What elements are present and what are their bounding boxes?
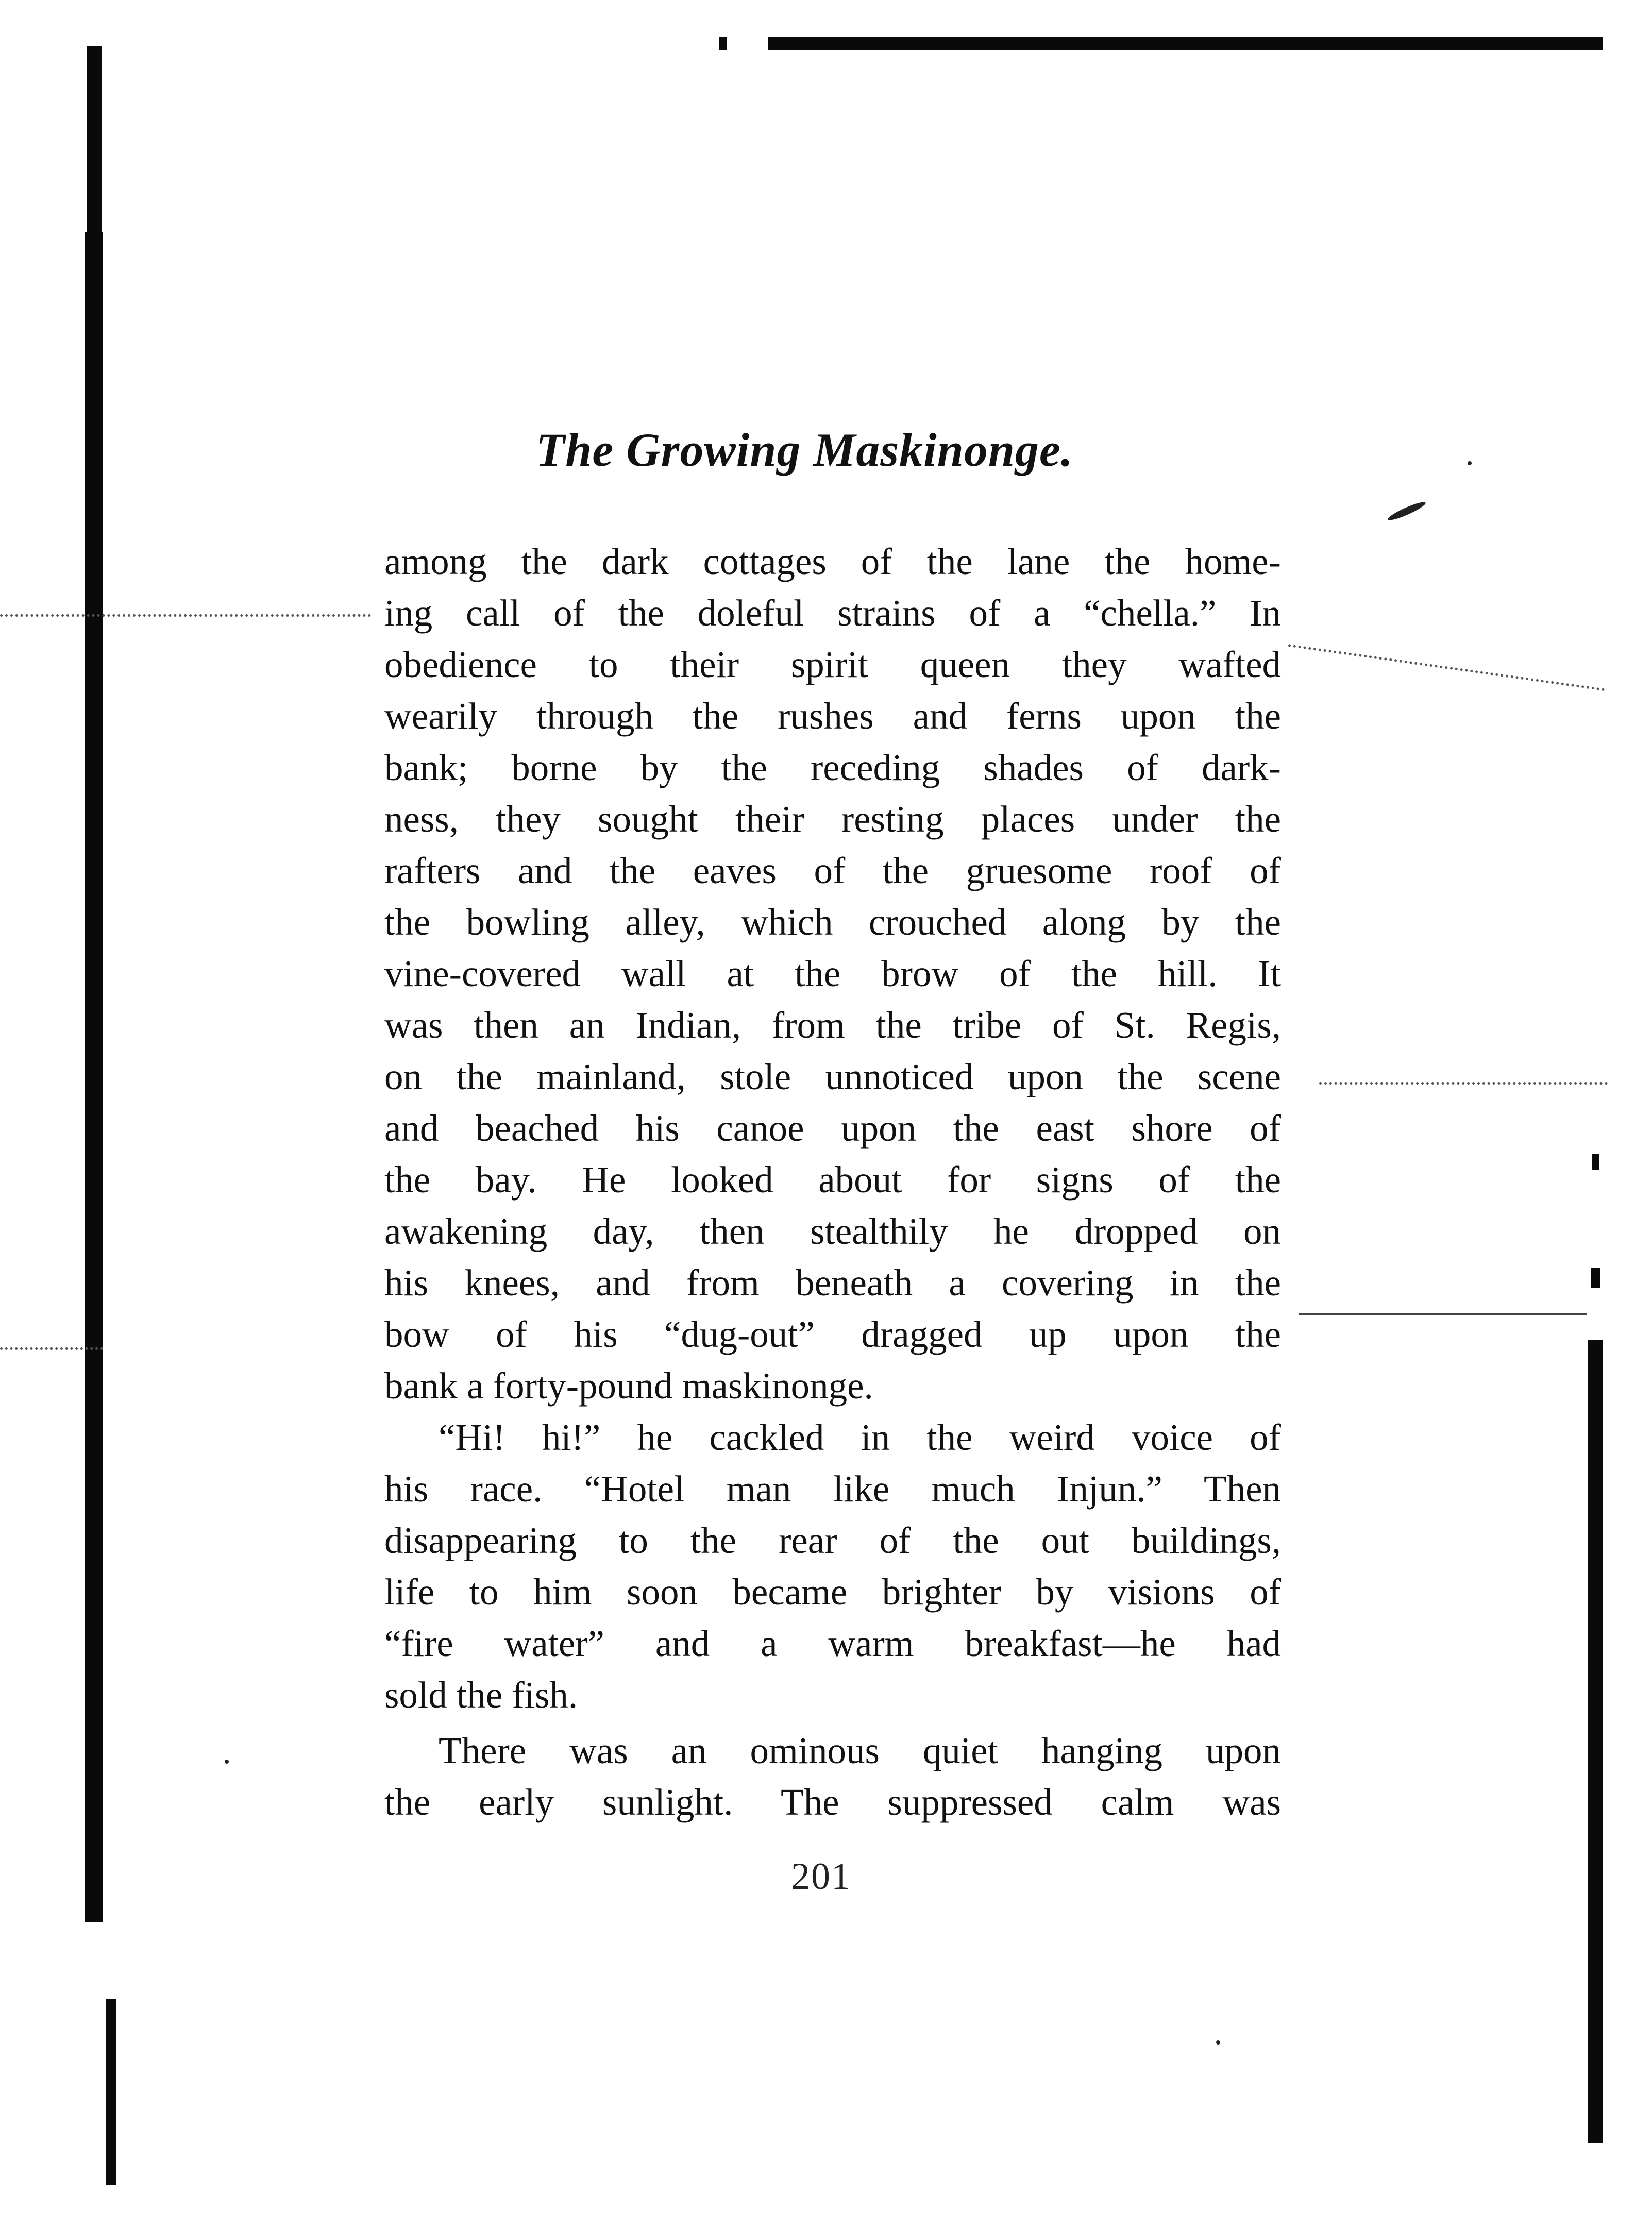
text-line: on the mainland, stole unnoticed upon the scene	[384, 1056, 1281, 1097]
text-line: his knees, and from beneath a covering in the	[384, 1262, 1281, 1304]
text-line: “fire water” and a warm breakfast—he had	[384, 1623, 1281, 1664]
text-line: life to him soon became brighter by visions of	[384, 1571, 1281, 1613]
page-number: 201	[791, 1855, 851, 1898]
text-line: bank; borne by the receding shades of dark-	[384, 747, 1281, 788]
text-line: wearily through the rushes and ferns upon the	[384, 695, 1281, 737]
lower-left-streak	[0, 1347, 103, 1350]
right-edge-bar	[1588, 1340, 1603, 2143]
left-scan-streak	[0, 614, 371, 617]
right-scan-streak	[1288, 644, 1605, 691]
top-edge-bar	[768, 37, 1603, 50]
text-line: his race. “Hotel man like much Injun.” Then	[384, 1468, 1281, 1510]
ink-speck	[1216, 2040, 1220, 2045]
ink-speck	[225, 1760, 229, 1764]
text-line: ness, they sought their resting places under the	[384, 798, 1281, 840]
middle-right-streak	[1319, 1082, 1608, 1085]
top-edge-mark	[719, 37, 727, 50]
text-line: bow of his “dug-out” dragged up upon the	[384, 1313, 1281, 1355]
text-line: “Hi! hi!” he cackled in the weird voice of	[439, 1416, 1281, 1458]
text-line: sold the fish.	[384, 1674, 578, 1716]
running-title: The Growing Maskinonge.	[536, 424, 1073, 476]
text-line: disappearing to the rear of the out buildings,	[384, 1519, 1281, 1561]
left-edge-bar-upper	[87, 46, 102, 232]
text-line: awakening day, then stealthily he dropped on	[384, 1210, 1281, 1252]
right-edge-tick-1	[1592, 1154, 1599, 1170]
text-line: the bay. He looked about for signs of the	[384, 1159, 1281, 1201]
body-text	[384, 536, 1281, 1828]
text-line: among the dark cottages of the lane the home-	[384, 540, 1281, 582]
right-edge-tick-2	[1591, 1268, 1600, 1288]
text-line: bank a forty-pound maskinonge.	[384, 1365, 873, 1407]
lower-right-line	[1299, 1313, 1587, 1315]
ink-speck	[1387, 499, 1427, 522]
text-line: obedience to their spirit queen they wafted	[384, 644, 1281, 685]
text-line: There was an ominous quiet hanging upon	[439, 1730, 1281, 1771]
text-line: and beached his canoe upon the east shore of	[384, 1107, 1281, 1149]
text-line: the bowling alley, which crouched along by the	[384, 901, 1281, 943]
ink-speck	[1468, 461, 1472, 465]
text-line: was then an Indian, from the tribe of St. Regis,	[384, 1004, 1281, 1046]
left-edge-bar-lower	[106, 1999, 116, 2185]
text-line: vine-covered wall at the brow of the hill. It	[384, 953, 1281, 994]
text-line: the early sunlight. The suppressed calm was	[384, 1781, 1281, 1823]
left-edge-bar-middle	[85, 232, 103, 1922]
text-line: rafters and the eaves of the gruesome roof of	[384, 850, 1281, 891]
text-line: ing call of the doleful strains of a “chella.” In	[384, 592, 1281, 634]
